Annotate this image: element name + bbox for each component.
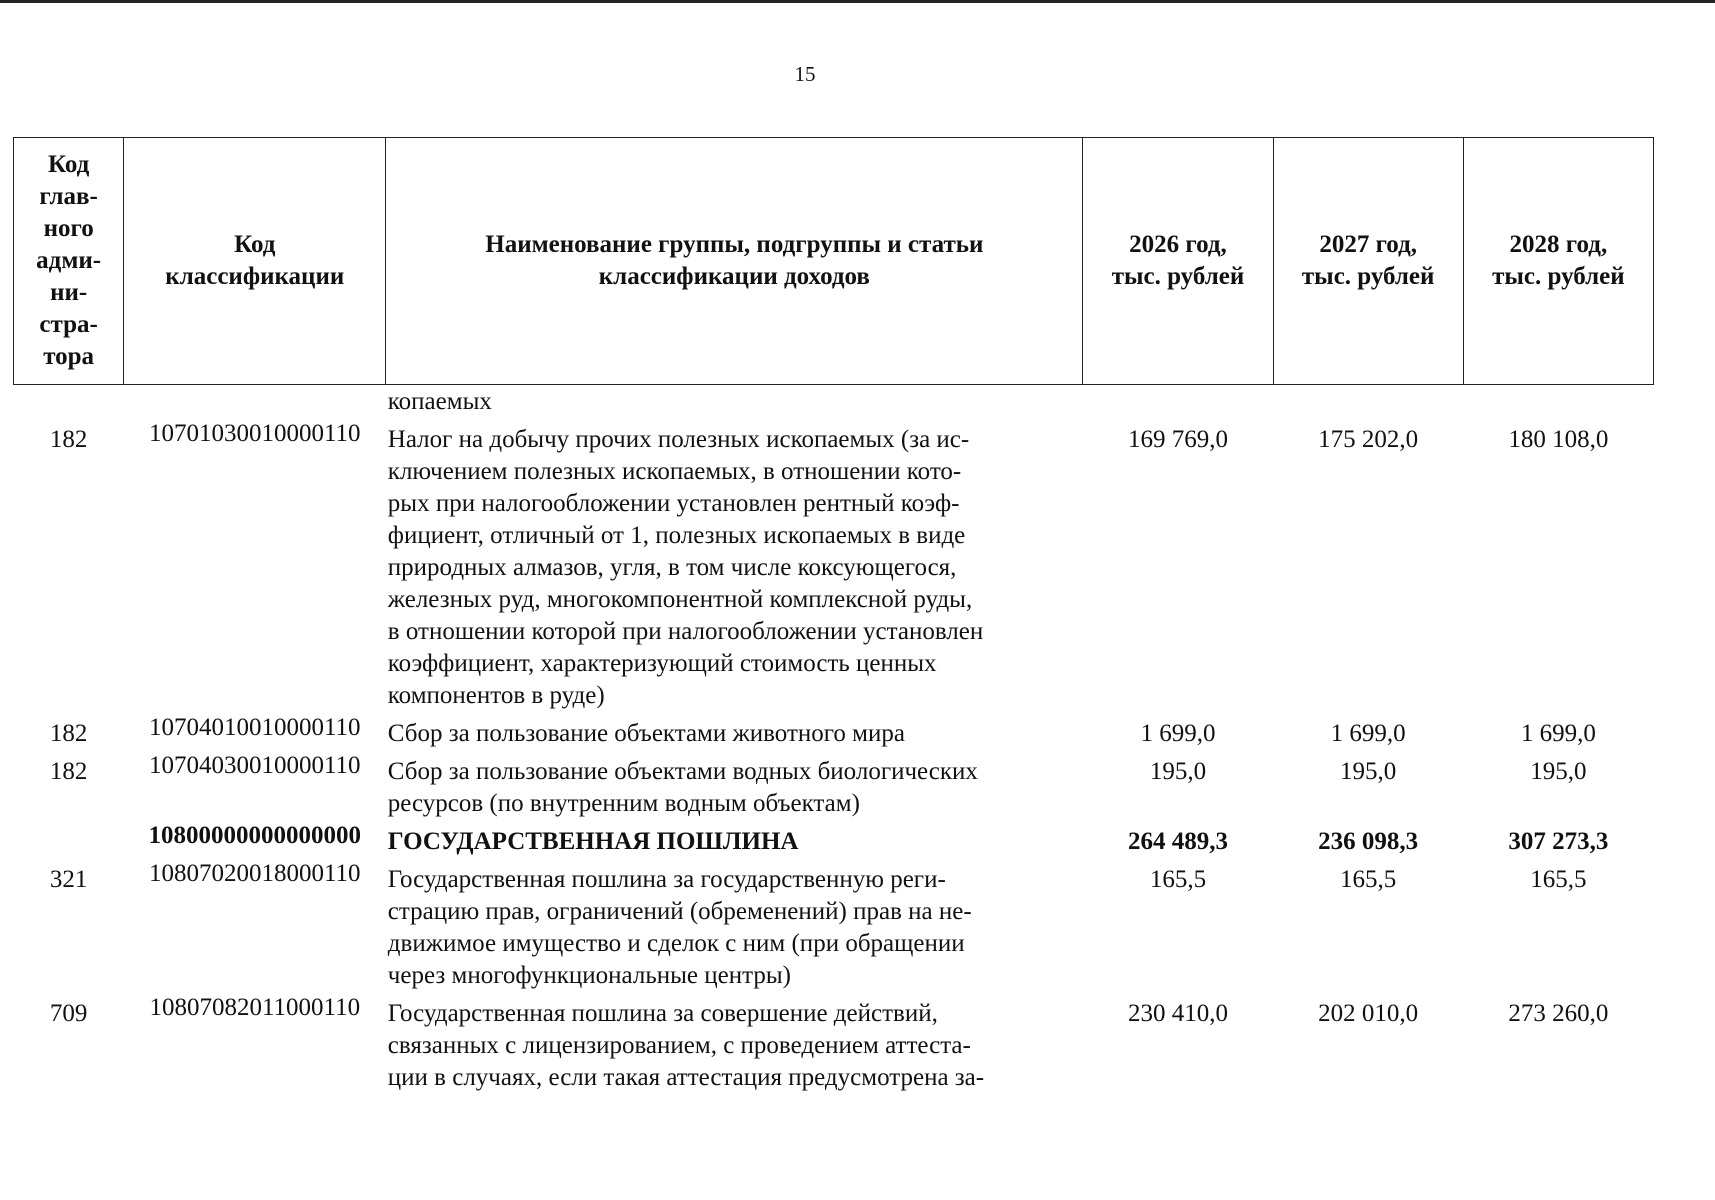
header-admin-code [14,138,124,385]
text-line: Налог на добычу прочих полезных ископаемых (за ис- [387,426,970,453]
text-line: тыс. рублей [1492,263,1625,290]
text-line: через многофункциональные центры) [387,962,791,989]
header-year-2028 [1463,138,1653,385]
text-line: Государственная пошлина за совершение действий, [387,1000,938,1027]
continuation-text: копаемых [387,388,492,415]
value-2027-cell: 202 010,0 [1318,1000,1419,1027]
admin-code-cell: 321 [49,866,88,893]
admin-code-cell: 182 [49,758,88,785]
text-line: рых при налогообложении установлен рентный коэф- [387,490,960,517]
text-line: тора [43,343,95,370]
value-2026-cell: 169 769,0 [1127,426,1228,453]
table-row [14,418,1654,712]
value-2028-cell: 307 273,3 [1508,828,1609,855]
value-2026-cell: 165,5 [1149,866,1207,893]
value-2028-cell: 195,0 [1530,758,1587,785]
table-body [14,385,1654,1095]
value-2026-cell: 1 699,0 [1140,720,1216,747]
value-2028-cell: 165,5 [1530,866,1587,893]
top-rule [0,0,1715,3]
text-line: ни- [50,279,88,306]
text-line: стра- [39,311,98,338]
classification-code-cell: 10704030010000110 [148,752,361,779]
value-2027-cell: 175 202,0 [1318,426,1419,453]
value-2028-cell: 1 699,0 [1520,720,1596,747]
text-line: ГОСУДАРСТВЕННАЯ ПОШЛИНА [387,828,799,855]
classification-code-cell: 10800000000000000 [148,822,362,849]
header-class-code [124,138,386,385]
admin-code-cell: 182 [49,426,88,453]
value-2026-cell: 264 489,3 [1127,828,1228,855]
text-line: ресурсов (по внутренним водным объектам) [387,790,860,817]
header-name [386,138,1083,385]
text-line: Наименование группы, подгруппы и статьи [485,231,984,258]
value-2028-cell: 180 108,0 [1508,426,1609,453]
text-line: ции в случаях, если такая аттестация предусмотрена за- [387,1064,985,1091]
text-line: ключением полезных ископаемых, в отношении кото- [387,458,962,485]
text-line: классификации доходов [598,263,870,290]
continuation-row [14,385,1654,419]
name-cell [386,418,1083,712]
text-line: 2027 год, [1319,231,1417,258]
name-cell [386,858,1083,992]
table-row [14,858,1654,992]
text-line: коэффициент, характеризующий стоимость ценных [387,650,937,677]
text-line: 2026 год, [1129,231,1227,258]
text-line: ного [43,215,94,242]
text-line: страцию прав, ограничений (обременений) прав на не- [387,898,972,925]
text-line: Код [234,231,276,258]
header-row [14,138,1654,385]
value-2026-cell: 230 410,0 [1127,1000,1228,1027]
name-cell [386,992,1083,1094]
value-2028-cell: 273 260,0 [1508,1000,1609,1027]
text-line: Код [47,151,90,178]
text-line: тыс. рублей [1111,263,1245,290]
name-cell [386,712,1083,750]
text-line: Государственная пошлина за государственную реги- [387,866,946,893]
header-year-2027 [1273,138,1463,385]
classification-code-cell: 10701030010000110 [148,420,361,447]
revenue-table [13,137,1654,1094]
admin-code-cell: 709 [49,1000,88,1027]
value-2027-cell: 165,5 [1340,866,1397,893]
text-line: движимое имущество и сделок с ним (при обращении [387,930,965,957]
value-2026-cell: 195,0 [1149,758,1207,785]
name-cell [386,750,1083,820]
table-row [14,820,1654,858]
text-line: глав- [39,183,98,210]
text-line: связанных с лицензированием, с проведением аттеста- [387,1032,971,1059]
text-line: фициент, отличный от 1, полезных ископаемых в виде [387,522,966,549]
page-number: 15 [794,62,816,86]
table-row [14,712,1654,750]
header-year-2026 [1083,138,1273,385]
value-2027-cell: 1 699,0 [1330,720,1406,747]
text-line: в отношении которой при налогообложении установлен [387,618,984,645]
text-line: Сбор за пользование объектами водных биологических [387,758,978,785]
text-line: природных алмазов, угля, в том числе коксующегося, [387,554,957,581]
classification-code-cell: 10807020018000110 [148,860,361,887]
value-2027-cell: 236 098,3 [1318,828,1419,855]
table-row [14,992,1654,1094]
text-line: классификации [165,263,345,290]
text-line: компонентов в руде) [387,682,605,709]
text-line: тыс. рублей [1301,263,1435,290]
text-line: Сбор за пользование объектами животного мира [387,720,905,747]
name-cell [386,820,1083,858]
classification-code-cell: 10807082011000110 [149,994,361,1021]
value-2027-cell: 195,0 [1340,758,1397,785]
admin-code-cell [14,820,124,858]
classification-code-cell: 10704010010000110 [148,714,361,741]
admin-code-cell: 182 [49,720,88,747]
text-line: адми- [36,247,102,274]
text-line: 2028 год, [1509,231,1608,258]
table-row [14,750,1654,820]
text-line: железных руд, многокомпонентной комплексной руды, [387,586,973,613]
